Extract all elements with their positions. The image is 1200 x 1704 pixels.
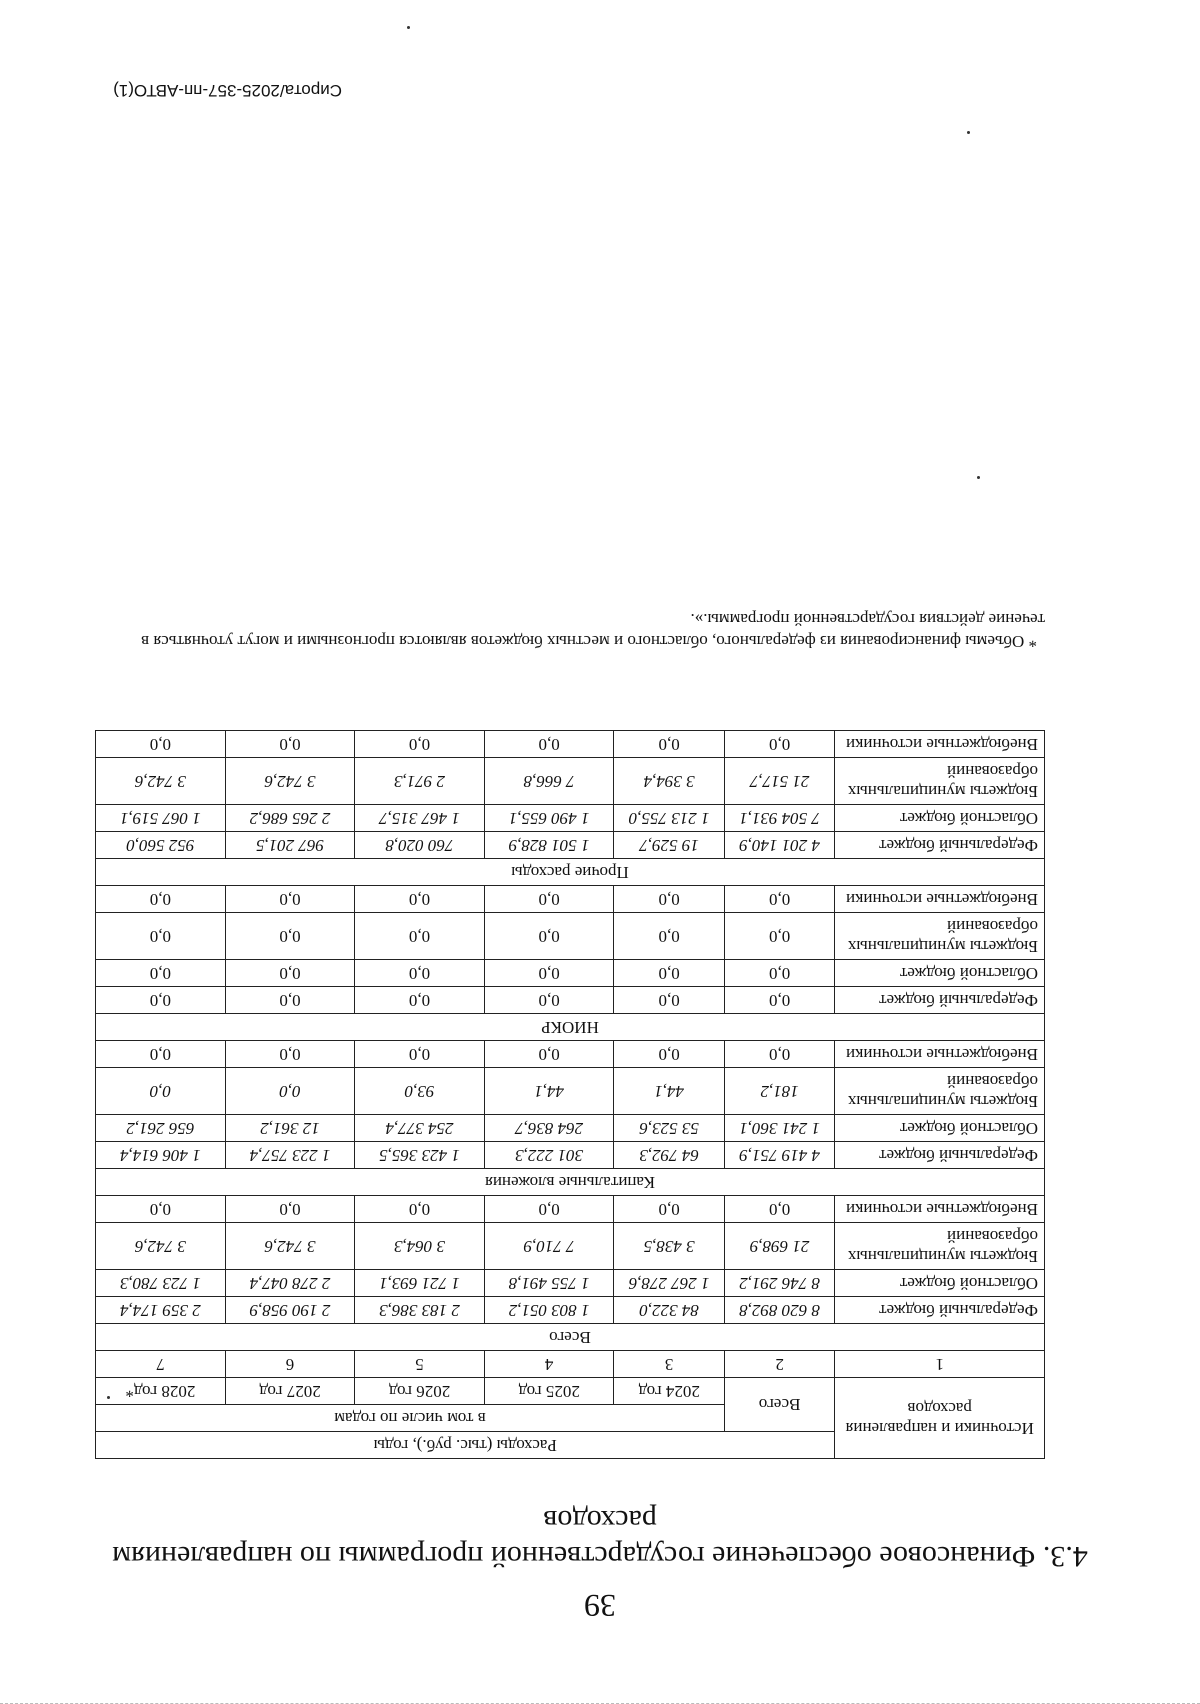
value-cell: 64 792,3 [614,1142,724,1169]
value-cell: 0,0 [355,1196,485,1223]
value-cell: 0,0 [225,987,355,1014]
value-cell: 0,0 [614,886,724,913]
value-cell: 3 438,5 [614,1223,724,1270]
header-year: 2028 год* [96,1378,226,1405]
table-row [96,1142,1045,1169]
value-cell: 1 223 757,4 [225,1142,355,1169]
value-cell: 0,0 [355,731,485,758]
value-cell: 0,0 [96,1196,226,1223]
value-cell: 21 517,7 [724,758,835,805]
value-cell: 1 423 365,5 [355,1142,485,1169]
column-index: 2 [724,1351,835,1378]
source-cell: Внебюджетные источники [835,1041,1045,1068]
column-index: 7 [96,1351,226,1378]
value-cell: 7 710,9 [484,1223,614,1270]
value-cell: 1 213 755,0 [614,805,724,832]
header-sources: Источники и направления расходов [835,1378,1045,1459]
value-cell: 0,0 [96,731,226,758]
value-cell: 2 190 958,9 [225,1297,355,1324]
source-cell: Федеральный бюджет [835,987,1045,1014]
value-cell: 1 803 051,2 [484,1297,614,1324]
section-title: 4.3. Финансовое обеспечение государственной программы по направлениям расходов [112,1504,1088,1573]
value-cell: 0,0 [225,886,355,913]
table-row [96,913,1045,960]
value-cell: 0,0 [355,987,485,1014]
value-cell: 3 742,6 [225,1223,355,1270]
value-cell: 2 183 386,3 [355,1297,485,1324]
value-cell: 0,0 [225,1068,355,1115]
column-index-row [96,1351,1045,1378]
table-row [96,1115,1045,1142]
table-row [96,1041,1045,1068]
header-year: 2027 год [225,1378,355,1405]
header-expenses: Расходы (тыс. руб.), годы [96,1432,835,1459]
source-cell: Областной бюджет [835,1270,1045,1297]
scan-speck [407,26,410,29]
column-index: 5 [355,1351,485,1378]
value-cell: 967 201,5 [225,832,355,859]
value-cell: 760 020,8 [355,832,485,859]
value-cell: 0,0 [484,960,614,987]
value-cell: 1 067 519,1 [96,805,226,832]
value-cell: 656 261,2 [96,1115,226,1142]
value-cell: 0,0 [355,886,485,913]
value-cell: 0,0 [225,913,355,960]
section-title-cell: НИОКР [96,1014,1045,1041]
header-by-year: в том числе по годам [96,1405,725,1432]
section-title-cell: Капитальные вложения [96,1169,1045,1196]
value-cell: 254 377,4 [355,1115,485,1142]
value-cell: 0,0 [355,913,485,960]
value-cell: 0,0 [484,913,614,960]
value-cell: 19 529,7 [614,832,724,859]
value-cell: 3 742,6 [96,758,226,805]
section-title-cell: Прочие расходы [96,859,1045,886]
column-index: 6 [225,1351,355,1378]
value-cell: 7 504 931,1 [724,805,835,832]
section-header-row [96,1324,1045,1351]
value-cell: 4 201 140,9 [724,832,835,859]
column-index: 3 [614,1351,724,1378]
section-header-row [96,1014,1045,1041]
value-cell: 0,0 [724,886,835,913]
value-cell: 7 666,8 [484,758,614,805]
value-cell: 44,1 [484,1068,614,1115]
value-cell: 3 064,3 [355,1223,485,1270]
value-cell: 0,0 [484,886,614,913]
scan-speck [107,1396,110,1399]
value-cell: 0,0 [724,731,835,758]
value-cell: 12 361,2 [225,1115,355,1142]
table-row [96,758,1045,805]
value-cell: 53 523,6 [614,1115,724,1142]
value-cell: 0,0 [484,987,614,1014]
scan-speck [967,131,970,134]
value-cell: 0,0 [484,1041,614,1068]
section-header-row [96,859,1045,886]
value-cell: 8 746 291,2 [724,1270,835,1297]
table-row [96,1297,1045,1324]
source-cell: Бюджеты муниципальных образований [835,913,1045,960]
value-cell: 0,0 [614,1196,724,1223]
value-cell: 93,0 [355,1068,485,1115]
value-cell: 0,0 [724,960,835,987]
value-cell: 1 755 491,8 [484,1270,614,1297]
value-cell: 264 836,7 [484,1115,614,1142]
value-cell: 2 265 686,2 [225,805,355,832]
value-cell: 0,0 [96,886,226,913]
value-cell: 3 394,4 [614,758,724,805]
value-cell: 0,0 [484,731,614,758]
table-row [96,960,1045,987]
source-cell: Федеральный бюджет [835,832,1045,859]
table-row [96,1223,1045,1270]
value-cell: 1 501 828,9 [484,832,614,859]
table-row [96,886,1045,913]
value-cell: 0,0 [225,1196,355,1223]
value-cell: 181,2 [724,1068,835,1115]
document-code: Сирота/2025-357-пп-АВТО(1) [113,81,342,100]
table-row [96,731,1045,758]
header-year: 2026 год [355,1378,485,1405]
table-row [96,1270,1045,1297]
value-cell: 0,0 [225,960,355,987]
source-cell: Внебюджетные источники [835,886,1045,913]
value-cell: 0,0 [724,913,835,960]
value-cell: 0,0 [724,987,835,1014]
table-row [96,987,1045,1014]
value-cell: 0,0 [225,1041,355,1068]
value-cell: 1 267 278,6 [614,1270,724,1297]
header-year: 2024 год [614,1378,724,1405]
value-cell: 0,0 [96,1041,226,1068]
value-cell: 4 419 751,9 [724,1142,835,1169]
column-index: 4 [484,1351,614,1378]
value-cell: 3 742,6 [225,758,355,805]
value-cell: 0,0 [724,1041,835,1068]
source-cell: Областной бюджет [835,1115,1045,1142]
value-cell: 0,0 [355,1041,485,1068]
source-cell: Областной бюджет [835,960,1045,987]
value-cell: 952 560,0 [96,832,226,859]
value-cell: 0,0 [724,1196,835,1223]
value-cell: 2 971,3 [355,758,485,805]
value-cell: 0,0 [225,731,355,758]
value-cell: 2 359 174,4 [96,1297,226,1324]
value-cell: 21 698,9 [724,1223,835,1270]
value-cell: 0,0 [96,1068,226,1115]
value-cell: 2 278 047,4 [225,1270,355,1297]
value-cell: 0,0 [614,731,724,758]
scan-speck [977,476,980,479]
value-cell: 0,0 [614,987,724,1014]
value-cell: 1 490 655,1 [484,805,614,832]
table-row [96,1196,1045,1223]
source-cell: Бюджеты муниципальных образований [835,758,1045,805]
value-cell: 0,0 [614,1041,724,1068]
source-cell: Бюджеты муниципальных образований [835,1068,1045,1115]
value-cell: 0,0 [96,960,226,987]
value-cell: 0,0 [614,913,724,960]
column-index: 1 [835,1351,1045,1378]
value-cell: 1 467 315,7 [355,805,485,832]
table-row [96,1068,1045,1115]
value-cell: 0,0 [96,913,226,960]
value-cell: 1 241 360,1 [724,1115,835,1142]
page-number: 39 [584,1588,616,1624]
table-row [96,832,1045,859]
source-cell: Федеральный бюджет [835,1142,1045,1169]
section-title-cell: Всего [96,1324,1045,1351]
value-cell: 1 406 614,4 [96,1142,226,1169]
source-cell: Внебюджетные источники [835,731,1045,758]
value-cell: 8 620 892,8 [724,1297,835,1324]
source-cell: Федеральный бюджет [835,1297,1045,1324]
header-total: Всего [724,1378,835,1432]
value-cell: 44,1 [614,1068,724,1115]
header-year: 2025 год [484,1378,614,1405]
footnote: * Объемы финансирования из федерального, областного и местных бюджетов являются прогнозными и могут уточняться в течение действия государственной программы.». [141,610,1045,651]
value-cell: 1 723 780,3 [96,1270,226,1297]
table-row [96,805,1045,832]
value-cell: 0,0 [614,960,724,987]
value-cell: 0,0 [96,987,226,1014]
value-cell: 3 742,6 [96,1223,226,1270]
section-header-row [96,1169,1045,1196]
source-cell: Внебюджетные источники [835,1196,1045,1223]
source-cell: Бюджеты муниципальных образований [835,1223,1045,1270]
value-cell: 1 721 693,1 [355,1270,485,1297]
financing-table [95,730,1045,1459]
value-cell: 0,0 [484,1196,614,1223]
source-cell: Областной бюджет [835,805,1045,832]
value-cell: 301 222,3 [484,1142,614,1169]
value-cell: 84 322,0 [614,1297,724,1324]
value-cell: 0,0 [355,960,485,987]
